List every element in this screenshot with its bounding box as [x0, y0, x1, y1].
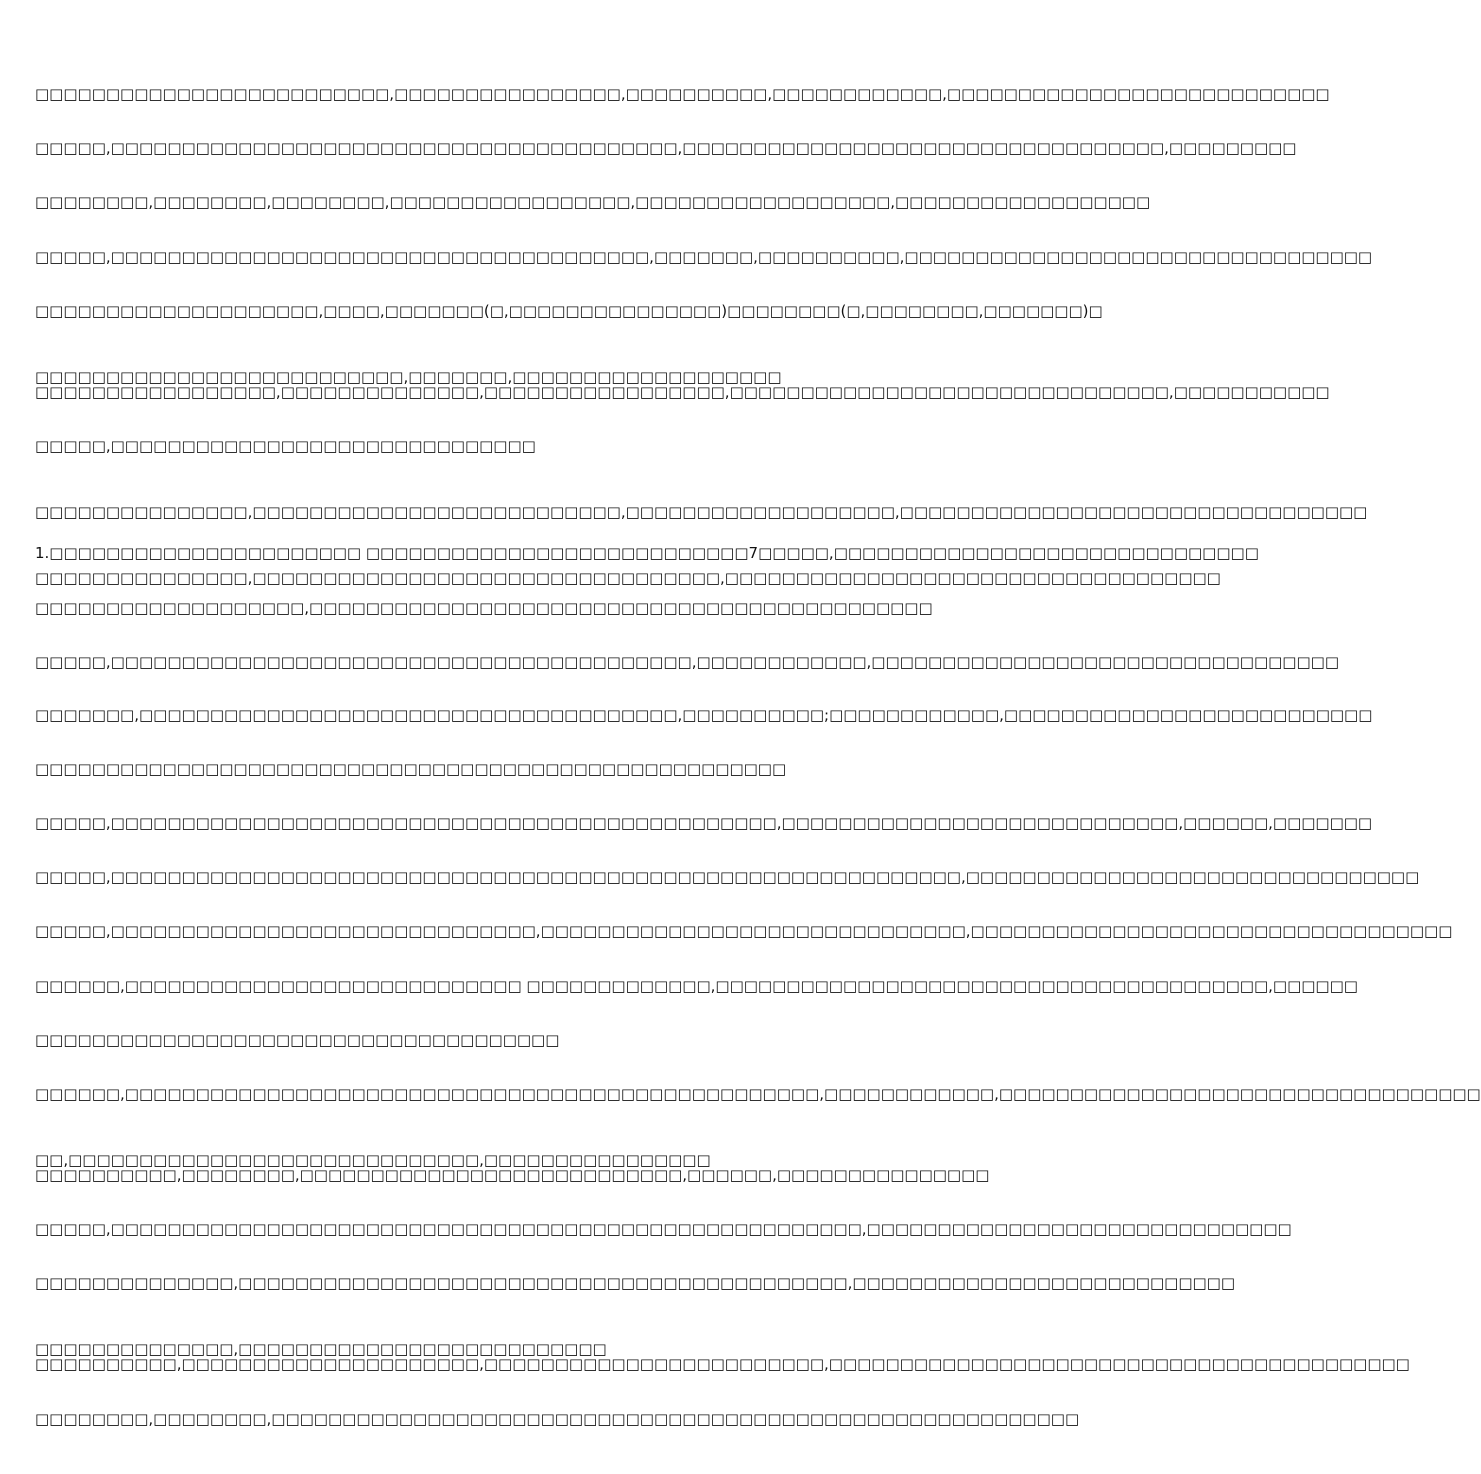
text-line: □□□□□□□□□□□□□□□□□□□□□□□□□□□□□□□□□□□□□ — [35, 1031, 560, 1049]
text-line: 1.□□□□□□□□□□□□□□□□□□□□□□ □□□□□□□□□□□□□□□□□□□□□□□□□□□7□□□□□,□□□□□□□□□□□□□□□□□□□□□□□□□□□□□□ — [35, 544, 1259, 562]
text-line: □□□□□□□,□□□□□□□□□□□□□□□□□□□□□□□□□□□□□□□□□□□□□□,□□□□□□□□□□;□□□□□□□□□□□□,□□□□□□□□□□□□□□□□□□□□□□□□□□ — [35, 706, 1373, 724]
text-line: □□□□□□□□□□,□□□□□□□□□□□□□□□□□□□□□,□□□□□□□□□□□□□□□□□□□□□□□□,□□□□□□□□□□□□□□□□□□□□□□□□□□□□□□□□□□□□□□□□□ — [35, 1355, 1410, 1373]
text-line: □□□□□□□□□□□□□□,□□□□□□□□□□□□□□□□□□□□□□□□□□□□□□□□□□□□□□□□□□□,□□□□□□□□□□□□□□□□□□□□□□□□□□□ — [35, 1274, 1236, 1292]
text-line: □□□□□,□□□□□□□□□□□□□□□□□□□□□□□□□□□□□□□□□□□□□□□□□,□□□□□□□□□□□□,□□□□□□□□□□□□□□□□□□□□□□□□□□□□□□□□□ — [35, 653, 1339, 671]
text-line: □□□□□□□□,□□□□□□□□,□□□□□□□□□□□□□□□□□□□□□□□□□□□□□□□□□□□□□□□□□□□□□□□□□□□□□□□□□ — [35, 1410, 1080, 1428]
text-line: □□□□□,□□□□□□□□□□□□□□□□□□□□□□□□□□□□□□□□□□□□□□□□,□□□□□□□□□□□□□□□□□□□□□□□□□□□□□□□□□□,□□□□□□□□□ — [35, 139, 1297, 157]
text-line: □□□□□□□□□□□□□□□,□□□□□□□□□□□□□□□□□□□□□□□□□□,□□□□□□□□□□□□□□□□□□□,□□□□□□□□□□□□□□□□□□□□□□□□□□□□□□□□□ — [35, 503, 1368, 521]
text-line: □□□□□,□□□□□□□□□□□□□□□□□□□□□□□□□□□□□□□□□□□□□□,□□□□□□□,□□□□□□□□□□,□□□□□□□□□□□□□□□□□□□□□□□□□□□□□□□□□ — [35, 248, 1373, 266]
text-line: □□□□□,□□□□□□□□□□□□□□□□□□□□□□□□□□□□□□□□□□□□□□□□□□□□□□□□□□□□□□□□□□□□,□□□□□□□□□□□□□□□□□□□□□□□□□□□□□□□□ — [35, 868, 1420, 886]
document-page — [35, 39, 1481, 1439]
text-line: □□□□□□□□□□□□□□□□□□□□□□□□□□□□□□□□□□□□□□□□□□□□□□□□□□□□□ — [35, 760, 787, 778]
text-line: □□□□□,□□□□□□□□□□□□□□□□□□□□□□□□□□□□□□,□□□□□□□□□□□□□□□□□□□□□□□□□□□□□□,□□□□□□□□□□□□□□□□□□□□□□□□□□□□□□□□□□ — [35, 922, 1453, 940]
text-line: □□□□□,□□□□□□□□□□□□□□□□□□□□□□□□□□□□□□□□□□□□□□□□□□□□□□□□□□□□□,□□□□□□□□□□□□□□□□□□□□□□□□□□□□□□ — [35, 1220, 1292, 1238]
paragraph-23 — [35, 1364, 1080, 1474]
text-line: □□□□□□,□□□□□□□□□□□□□□□□□□□□□□□□□□□□ □□□□□□□□□□□□□,□□□□□□□□□□□□□□□□□□□□□□□□□□□□□□□□□□□□□□□,□□□□□□ — [35, 977, 1358, 995]
text-line: □□□□□□□□□□□□□□□□□□□□□□□□□,□□□□□□□□□□□□□□□□,□□□□□□□□□□,□□□□□□□□□□□□,□□□□□□□□□□□□□□□□□□□□□□□□□□□ — [35, 85, 1330, 103]
text-line: □□,□□□□□□□□□□□□□□□□□□□□□□□□□□□□□,□□□□□□□□□□□□□□□□ — [35, 1151, 711, 1169]
text-line: □□□□□□□□□□□□□□□□□□□□,□□□□,□□□□□□□(□,□□□□□□□□□□□□□□□)□□□□□□□□(□,□□□□□□□□,□□□□□□□)□ — [35, 302, 1103, 320]
text-line: □□□□□,□□□□□□□□□□□□□□□□□□□□□□□□□□□□□□□□□□□□□□□□□□□□□□□,□□□□□□□□□□□□□□□□□□□□□□□□□□□□,□□□□□□,□□□□□□□ — [35, 814, 1373, 832]
text-line: □□□□□□□□□□□□□□□□□,□□□□□□□□□□□□□□,□□□□□□□□□□□□□□□□□,□□□□□□□□□□□□□□□□□□□□□□□□□□□□□□□,□□□□□□□□□□□ — [35, 383, 1330, 401]
text-line: □□□□□□□□□□□□□□,□□□□□□□□□□□□□□□□□□□□□□□□□□ — [35, 1340, 607, 1358]
text-line: □□□□□□□□□□,□□□□□□□□,□□□□□□□□□□□□□□□□□□□□□□□□□□□,□□□□□□,□□□□□□□□□□□□□□□ — [35, 1166, 990, 1184]
text-line: □□□□□□□□□□□□□□□,□□□□□□□□□□□□□□□□□□□□□□□□□□□□□□□□□,□□□□□□□□□□□□□□□□□□□□□□□□□□□□□□□□□□□ — [35, 569, 1221, 587]
text-line: □□□□□,□□□□□□□□□□□□□□□□□□□□□□□□□□□□□□ — [35, 437, 536, 455]
text-line: □□□□□□□□,□□□□□□□□,□□□□□□□□,□□□□□□□□□□□□□□□□□,□□□□□□□□□□□□□□□□□□,□□□□□□□□□□□□□□□□□□ — [35, 193, 1151, 211]
text-line: □□□□□□□□□□□□□□□□□□□□□□□□□□,□□□□□□□,□□□□□□□□□□□□□□□□□□□ — [35, 368, 782, 386]
text-line: □□□□□□,□□□□□□□□□□□□□□□□□□□□□□□□□□□□□□□□□□□□□□□□□□□□□□□□□,□□□□□□□□□□□□,□□□□□□□□□□□□□□□□□□□□□□□□□□□□□□□□□□ — [35, 1085, 1481, 1103]
text-line: □□□□□□□□□□□□□□□□□□□,□□□□□□□□□□□□□□□□□□□□□□□□□□□□□□□□□□□□□□□□□□□□ — [35, 599, 933, 617]
